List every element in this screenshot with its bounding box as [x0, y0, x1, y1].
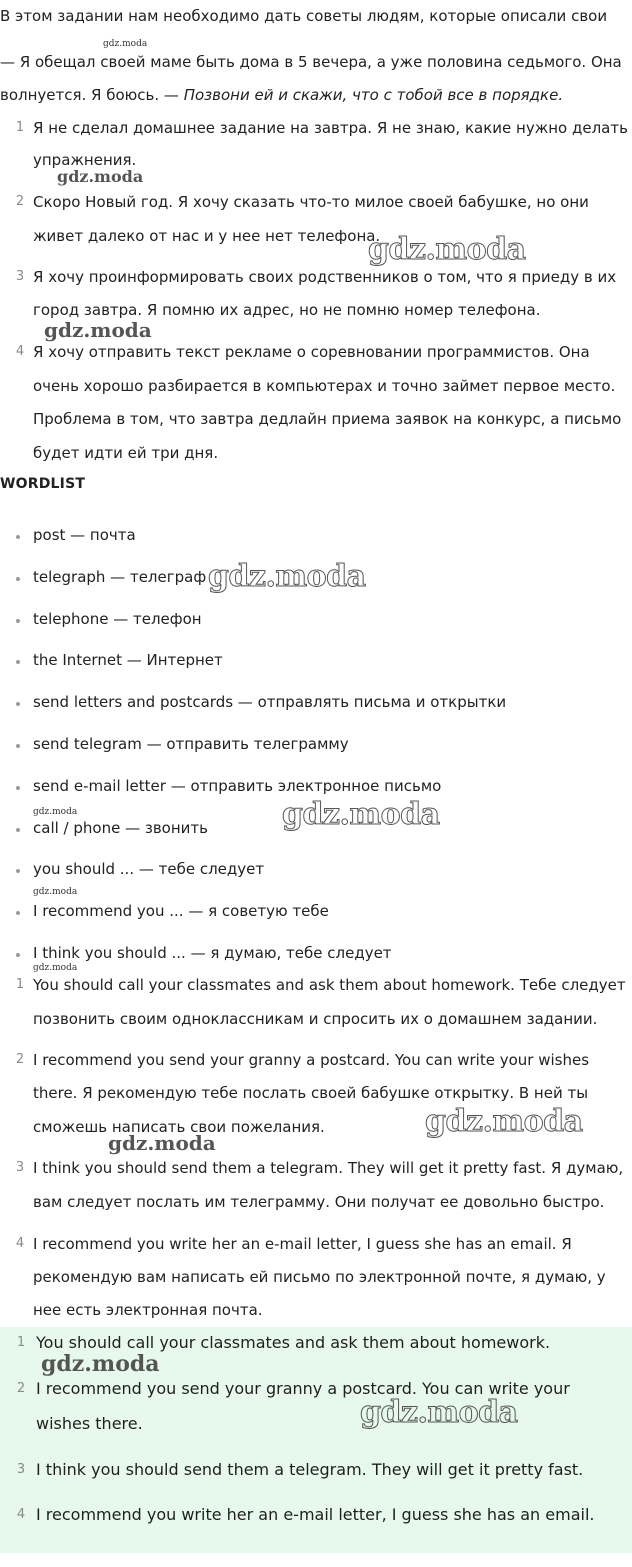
answer-number: 1: [16, 1335, 26, 1350]
watermark: gdz.moda: [368, 232, 526, 267]
wordlist-item: I think you should ... — я думаю, тебе следует: [33, 944, 392, 962]
intro-line-3-text: волнуется. Я боюсь. —: [0, 86, 184, 104]
bullet-icon: [16, 744, 20, 748]
situation-line: Проблема в том, что завтра дедлайн приема заявок на конкурс, а письмо: [33, 410, 622, 428]
translation-number: 1: [15, 977, 25, 992]
situation-line: живет далеко от нас и у нее нет телефона.: [33, 227, 381, 245]
answer-number: 3: [16, 1462, 26, 1477]
watermark: gdz.moda: [57, 167, 144, 186]
translation-line: I think you should send them a telegram. They will get it pretty fast. Я думаю,: [33, 1159, 624, 1177]
wordlist-heading: WORDLIST: [0, 476, 86, 492]
wordlist-item: telephone — телефон: [33, 610, 202, 628]
bullet-icon: [16, 702, 20, 706]
bullet-icon: [16, 577, 20, 581]
translation-line: I recommend you send your granny a postcard. You can write your wishes: [33, 1051, 590, 1069]
situation-line: город завтра. Я помню их адрес, но не помню номер телефона.: [33, 301, 541, 319]
watermark: gdz.moda: [41, 1351, 160, 1377]
bullet-icon: [16, 869, 20, 873]
intro-advice-italic: Позвони ей и скажи, что с тобой все в порядке.: [183, 86, 564, 104]
answer-line: You should call your classmates and ask them about homework.: [36, 1333, 551, 1352]
wordlist-item: send e-mail letter — отправить электронное письмо: [33, 777, 442, 795]
watermark: gdz.moda: [33, 807, 78, 817]
answer-line: I think you should send them a telegram. They will get it pretty fast.: [36, 1460, 584, 1479]
translation-line: нее есть электронная почта.: [33, 1301, 263, 1319]
situation-line: Скоро Новый год. Я хочу сказать что-то милое своей бабушке, но они: [33, 193, 589, 211]
wordlist-item: call / phone — звонить: [33, 819, 208, 837]
wordlist-item: the Internet — Интернет: [33, 651, 223, 669]
watermark: gdz.moda: [103, 39, 148, 49]
translation-number: 3: [15, 1160, 25, 1175]
answer-line: I recommend you write her an e-mail letter, I guess she has an email.: [36, 1505, 595, 1524]
wordlist-item: telegraph — телеграф: [33, 568, 207, 586]
watermark: gdz.moda: [360, 1395, 518, 1430]
situation-line: Я хочу проинформировать своих родственников о том, что я приеду в их: [33, 268, 617, 286]
translation-line: I recommend you write her an e-mail letter, I guess she has an email. Я: [33, 1235, 572, 1253]
bullet-icon: [16, 619, 20, 623]
wordlist-item: send telegram — отправить телеграмму: [33, 735, 349, 753]
translation-line: there. Я рекомендую тебе послать своей бабушке открытку. В ней ты: [33, 1084, 589, 1102]
translation-line: You should call your classmates and ask them about homework. Тебе следует: [33, 976, 626, 994]
wordlist-item: you should ... — тебе следует: [33, 860, 265, 878]
situation-line: Я не сделал домашнее задание на завтра. Я не знаю, какие нужно делать: [33, 119, 628, 137]
translation-line: рекомендую вам написать ей письмо по электронной почте, я думаю, у: [33, 1268, 606, 1286]
bullet-icon: [16, 828, 20, 832]
translation-line: позвонить своим одноклассникам и спросить их о домашнем задании.: [33, 1010, 598, 1028]
translation-line: вам следует послать им телеграмму. Они получат ее довольно быстро.: [33, 1193, 605, 1211]
bullet-icon: [16, 953, 20, 957]
situation-line: очень хорошо разбирается в компьютерах и точно займет первое место.: [33, 377, 616, 395]
situation-line: Я хочу отправить текст рекламе о соревновании программистов. Она: [33, 343, 590, 361]
bullet-icon: [16, 911, 20, 915]
situation-number: 4: [15, 344, 25, 359]
translation-number: 4: [15, 1236, 25, 1251]
bullet-icon: [16, 660, 20, 664]
watermark: gdz.moda: [282, 797, 440, 832]
situation-number: 3: [15, 269, 25, 284]
intro-line-3: [0, 85, 563, 105]
translation-line: сможешь написать свои пожелания.: [33, 1118, 325, 1136]
intro-line-1: В этом задании нам необходимо дать советы людям, которые описали свои: [0, 7, 608, 25]
watermark: gdz.moda: [108, 1131, 216, 1155]
wordlist-item: post — почта: [33, 526, 136, 544]
answer-line: wishes there.: [36, 1414, 143, 1433]
wordlist-item: send letters and postcards — отправлять письма и открытки: [33, 693, 507, 711]
answer-number: 4: [16, 1507, 26, 1522]
watermark: gdz.moda: [425, 1104, 583, 1139]
translation-number: 2: [15, 1052, 25, 1067]
watermark: gdz.moda: [44, 318, 152, 342]
answer-line: I recommend you send your granny a postcard. You can write your: [36, 1379, 570, 1398]
watermark: gdz.moda: [33, 887, 78, 897]
bullet-icon: [16, 786, 20, 790]
wordlist-item: I recommend you ... — я советую тебе: [33, 902, 329, 920]
bullet-icon: [16, 535, 20, 539]
situation-number: 2: [15, 194, 25, 209]
watermark: gdz.moda: [208, 559, 366, 594]
situation-line: будет идти ей три дня.: [33, 444, 219, 462]
situation-number: 1: [15, 120, 25, 135]
situation-line: упражнения.: [33, 151, 137, 169]
answer-number: 2: [16, 1381, 26, 1396]
watermark: gdz.moda: [33, 963, 78, 973]
intro-line-2: — Я обещал своей маме быть дома в 5 вечера, а уже половина седьмого. Она: [0, 53, 622, 71]
